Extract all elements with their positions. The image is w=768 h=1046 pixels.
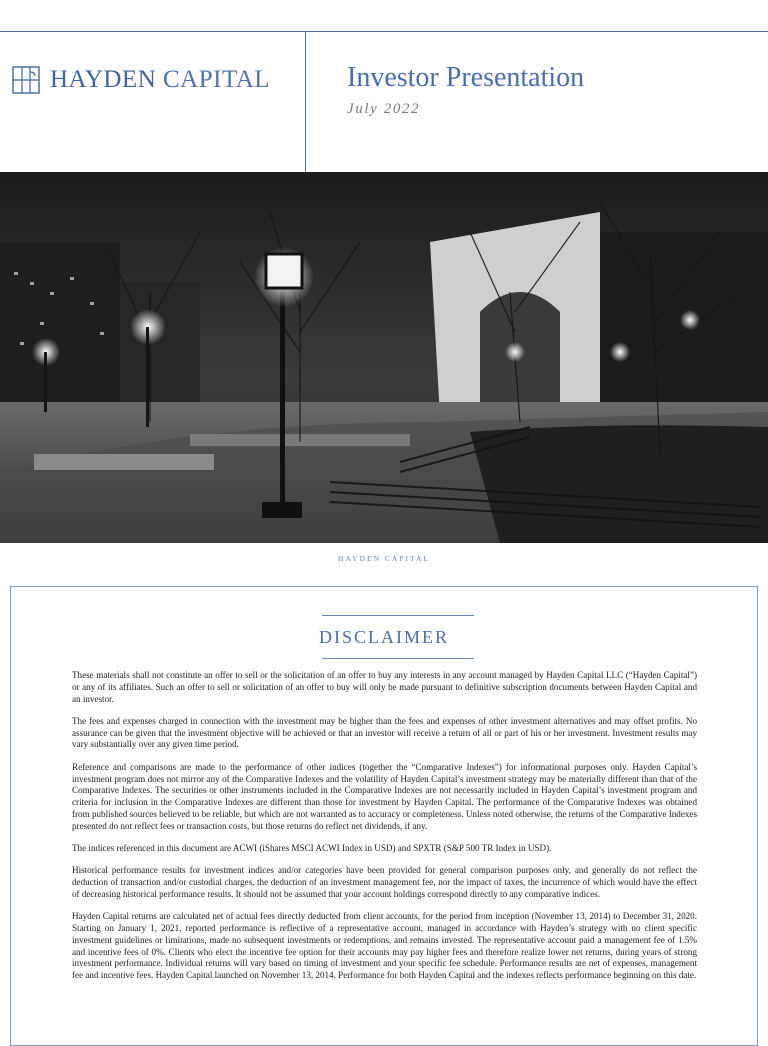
header-vertical-divider: [305, 31, 306, 172]
disclaimer-paragraph: Reference and comparisons are made to the performance of other indices (together the “Comparative Indexes”) for informational purposes only. Hayden Capital’s investment program does not mirror any of the Comparative Indexes and the volatility of Hayden Capital’s investment strategy may be materially different than that of the Comparative Indexes. The securities or other instruments included in the Comparative Indexes are not necessarily included in Hayden Capital’s investment program and criteria for inclusion in the Comparative Indexes are different than those for investment by Hayden Capital. The performance of the Comparative Indexes was obtained from published sources believed to be reliable, but which are not warranted as to accuracy or completeness. Unless noted otherwise, the returns of the Comparative Indexes presented do not reflect fees or transaction costs, but those returns do reflect net dividends, if any.: [72, 761, 697, 831]
disclaimer-paragraph: These materials shall not constitute an offer to sell or the solicitation of an offer to buy any interests in any account managed by Hayden Capital LLC (“Hayden Capital”) or any of its affiliates. Such an offer to sell or solicitation of an offer to buy will only be made pursuant to definitive subscription documents between Hayden Capital and an investor.: [72, 670, 697, 704]
logo-wordmark: [50, 66, 270, 94]
disclaimer-body: [72, 670, 697, 993]
logo-mark-icon: [12, 66, 40, 94]
disclaimer-paragraph: Hayden Capital returns are calculated net of actual fees directly deducted from client accounts, for the period from inception (November 13, 2014) to December 31, 2020. Starting on January 1, 2021, reported performance is reflective of a representative account, managed in accordance with Hayden’s strategy with no client specific investment guidelines or limitations, made no subsequent investments or redemptions, and remains invested. The representative account paid a management fee of 1.5% and incentive fees of 0%. Clients who elect the incentive fee option for their accounts may pay higher fees and therefore realize lower net returns, during years of strong investment performance. Individual returns will vary based on timing of investment and your specific fee schedule. Performance results are net of expenses, management fee and incentive fees. Hayden Capital launched on November 13, 2014. Performance for both Hayden Capital and the indexes reflects performance beginning on this date.: [72, 911, 697, 981]
disclaimer-paragraph: The fees and expenses charged in connection with the investment may be higher than the fees and expenses of other investment alternatives and may offset profits. No assurance can be given that the investment objective will be achieved or that an investor will receive a return of all or part of his or her investment. Investment results may vary substantially over any given time period.: [72, 715, 697, 750]
hayden-capital-logo: [12, 66, 270, 94]
disclaimer-paragraph: The indices referenced in this document are ACWI (iShares MSCI ACWI Index in USD) and SPXTR (S&P 500 TR Index in USD).: [72, 843, 552, 854]
disclaimer-top-rule: [322, 615, 474, 616]
cover-photo: [0, 172, 768, 543]
presentation-date: July 2022: [347, 101, 421, 117]
presentation-title: Investor Presentation: [347, 62, 585, 93]
logo-word-capital: CAPITAL: [163, 66, 271, 93]
disclaimer-heading: DISCLAIMER: [318, 627, 449, 647]
logo-word-hayden: HAYDEN: [50, 66, 157, 93]
header-top-rule: [0, 31, 768, 32]
disclaimer-paragraph: Historical performance results for investment indices and/or categories have been provided for general comparison purposes only, and generally do not reflect the deduction of transaction and/or custodial charges, the deduction of an investment management fee, nor the impact of taxes, the incurrence of which would have the effect of decreasing historical performance results. It should not be assumed that your account holdings correspond directly to any comparative indices.: [72, 865, 697, 899]
disclaimer-bottom-rule: [322, 658, 474, 659]
photo-caption: HAYDEN CAPITAL: [338, 554, 430, 563]
